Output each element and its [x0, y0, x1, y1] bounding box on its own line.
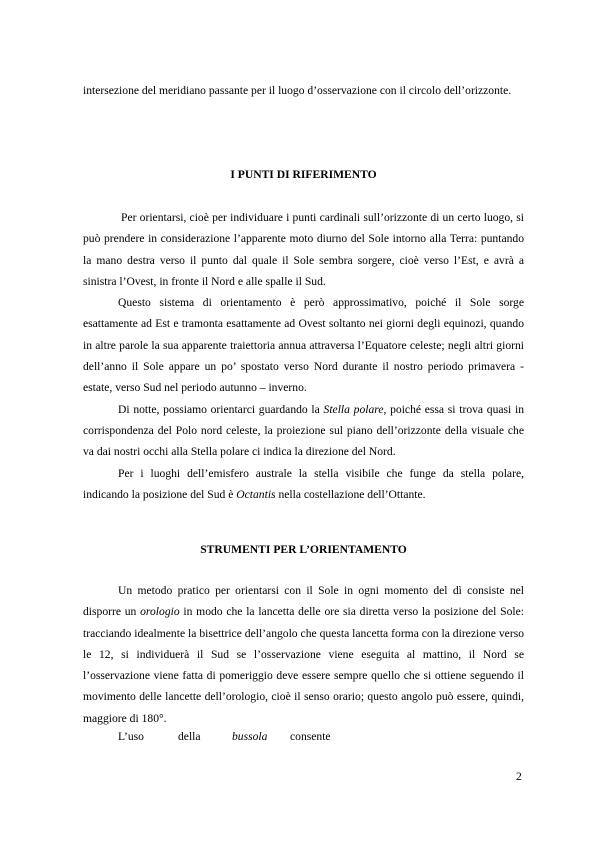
- section1-paragraph-3: [83, 399, 524, 463]
- page-number: 2: [516, 770, 522, 783]
- section2-paragraph-1: [83, 580, 524, 729]
- word-luso: L’uso: [118, 730, 144, 743]
- word-della: della: [178, 730, 201, 743]
- section1-paragraph-1: Per orientarsi, cioè per individuare i punti cardinali sull’orizzonte di un certo luogo, si può prendere in considerazione l’apparente moto diurno del Sole intorno alla Terra: puntando la mano destra verso il punto dal quale il Sole sembra sorgere, cioè verso l’Est, e avrà a sinistra l’Ovest, in fronte il Nord e alle spalle il Sud.: [83, 211, 524, 288]
- p4-octantis: Octantis: [236, 487, 276, 501]
- s2p1-text-after: in modo che la lancetta delle ore sia diretta verso la posizione del Sole: tracciando idealmente la bisettrice dell’angolo che questa lancetta forma con la direzione verso le 12, si individuerà il Sud se l’osservazione viene eseguita al mattino, il Nord se l’osservazione viene fatta di pomeriggio deve essere sempre quello che si ottiene seguendo il movimento delle lancette dell’orologio, cioè il senso orario; questo angolo può essere, quindi, maggiore di 180°.: [83, 605, 524, 725]
- section1-body: [83, 207, 524, 505]
- intro-text: intersezione del meridiano passante per il luogo d’osservazione con il circolo dell’orizzonte.: [83, 84, 512, 97]
- p4-text-before: Per i luoghi dell’emisfero australe la stella visibile che funge da stella polare, indicando la posizione del Sud è: [83, 466, 524, 501]
- intro-paragraph: [83, 80, 524, 101]
- final-line: [118, 729, 331, 745]
- section-heading-punti-riferimento: I PUNTI DI RIFERIMENTO: [230, 168, 377, 181]
- s2p1-text-before: Un metodo pratico per orientarsi con il Sole in ogni momento del dì consiste nel disporre un: [83, 584, 524, 619]
- section2-body: [83, 580, 524, 729]
- section1-paragraph-4: [83, 463, 524, 506]
- s2p1-orologio: orologio: [140, 605, 180, 619]
- word-bussola: bussola: [232, 730, 268, 743]
- section-heading-strumenti: STRUMENTI PER L’ORIENTAMENTO: [200, 543, 407, 556]
- p3-stella-polare: Stella polare: [323, 402, 384, 416]
- section1-paragraph-2: Questo sistema di orientamento è però approssimativo, poiché il Sole sorge esattamente ad Est e tramonta esattamente ad Ovest soltanto nei giorni degli equinozi, quando in altre parole la sua apparente traiettoria annua attraversa l’Equatore celeste; negli altri giorni dell’anno il Sole appare un po’ spostato verso Nord durante il nostro periodo primavera - estate, verso Sud nel periodo autunno – inverno.: [83, 296, 524, 395]
- word-consente: consente: [290, 730, 331, 743]
- p3-text-before: Di notte, possiamo orientarci guardando la: [118, 402, 324, 416]
- p4-text-after: nella costellazione dell’Ottante.: [275, 487, 426, 501]
- p3-text-after: , poiché essa si trova quasi in corrispondenza del Polo nord celeste, la proiezione sul piano dell’orizzonte della visuale che va dai nostri occhi alla Stella polare ci indica la direzione del Nord.: [83, 402, 524, 459]
